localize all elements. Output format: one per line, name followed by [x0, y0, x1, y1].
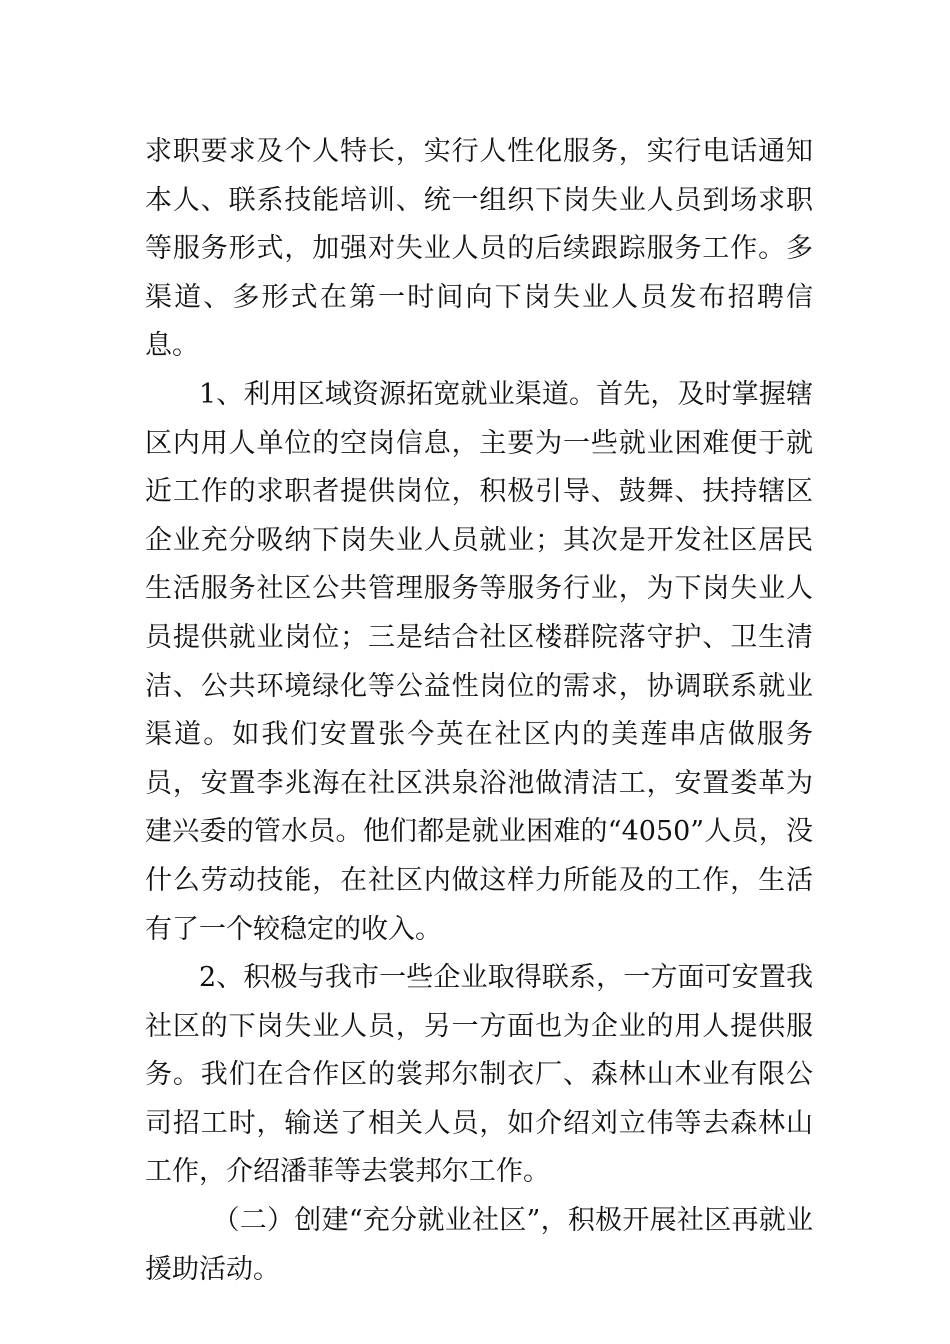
section-heading-2: （二）创建“充分就业社区”，积极开展社区再就业援助活动。	[145, 1205, 813, 1285]
paragraph-item-1: 1、利用区域资源拓宽就业渠道。首先，及时掌握辖区内用人单位的空岗信息，主要为一些就业困难便于就近工作的求职者提供岗位，积极引导、鼓舞、扶持辖区企业充分吸纳下岗失业人员就业；其次是开发社区居民生活服务社区公共管理服务等服务行业，为下岗失业人员提供就业岗位；三是结合社区楼群院落守护、卫生清洁、公共环境绿化等公益性岗位的需求，协调联系就业渠道。如我们安置张今英在社区内的美莲串店做服务员，安置李兆海在社区洪泉浴池做清洁工，安置娄革为建兴委的管水员。他们都是就业困难的“4050”人员，没什么劳动技能，在社区内做这样力所能及的工作，生活有了一个较稳定的收入。	[145, 378, 813, 945]
paragraph-continuation: 求职要求及个人特长，实行人性化服务，实行电话通知本人、联系技能培训、统一组织下岗失业人员到场求职等服务形式，加强对失业人员的后续跟踪服务工作。多渠道、多形式在第一时间向下岗失业人员发布招聘信息。	[145, 136, 813, 362]
paragraph-item-2: 2、积极与我市一些企业取得联系，一方面可安置我社区的下岗失业人员，另一方面也为企业的用人提供服务。我们在合作区的裳邦尔制衣厂、森林山木业有限公司招工时，输送了相关人员，如介绍刘立伟等去森林山工作，介绍潘菲等去裳邦尔工作。	[145, 962, 813, 1188]
document-body	[145, 128, 813, 1294]
